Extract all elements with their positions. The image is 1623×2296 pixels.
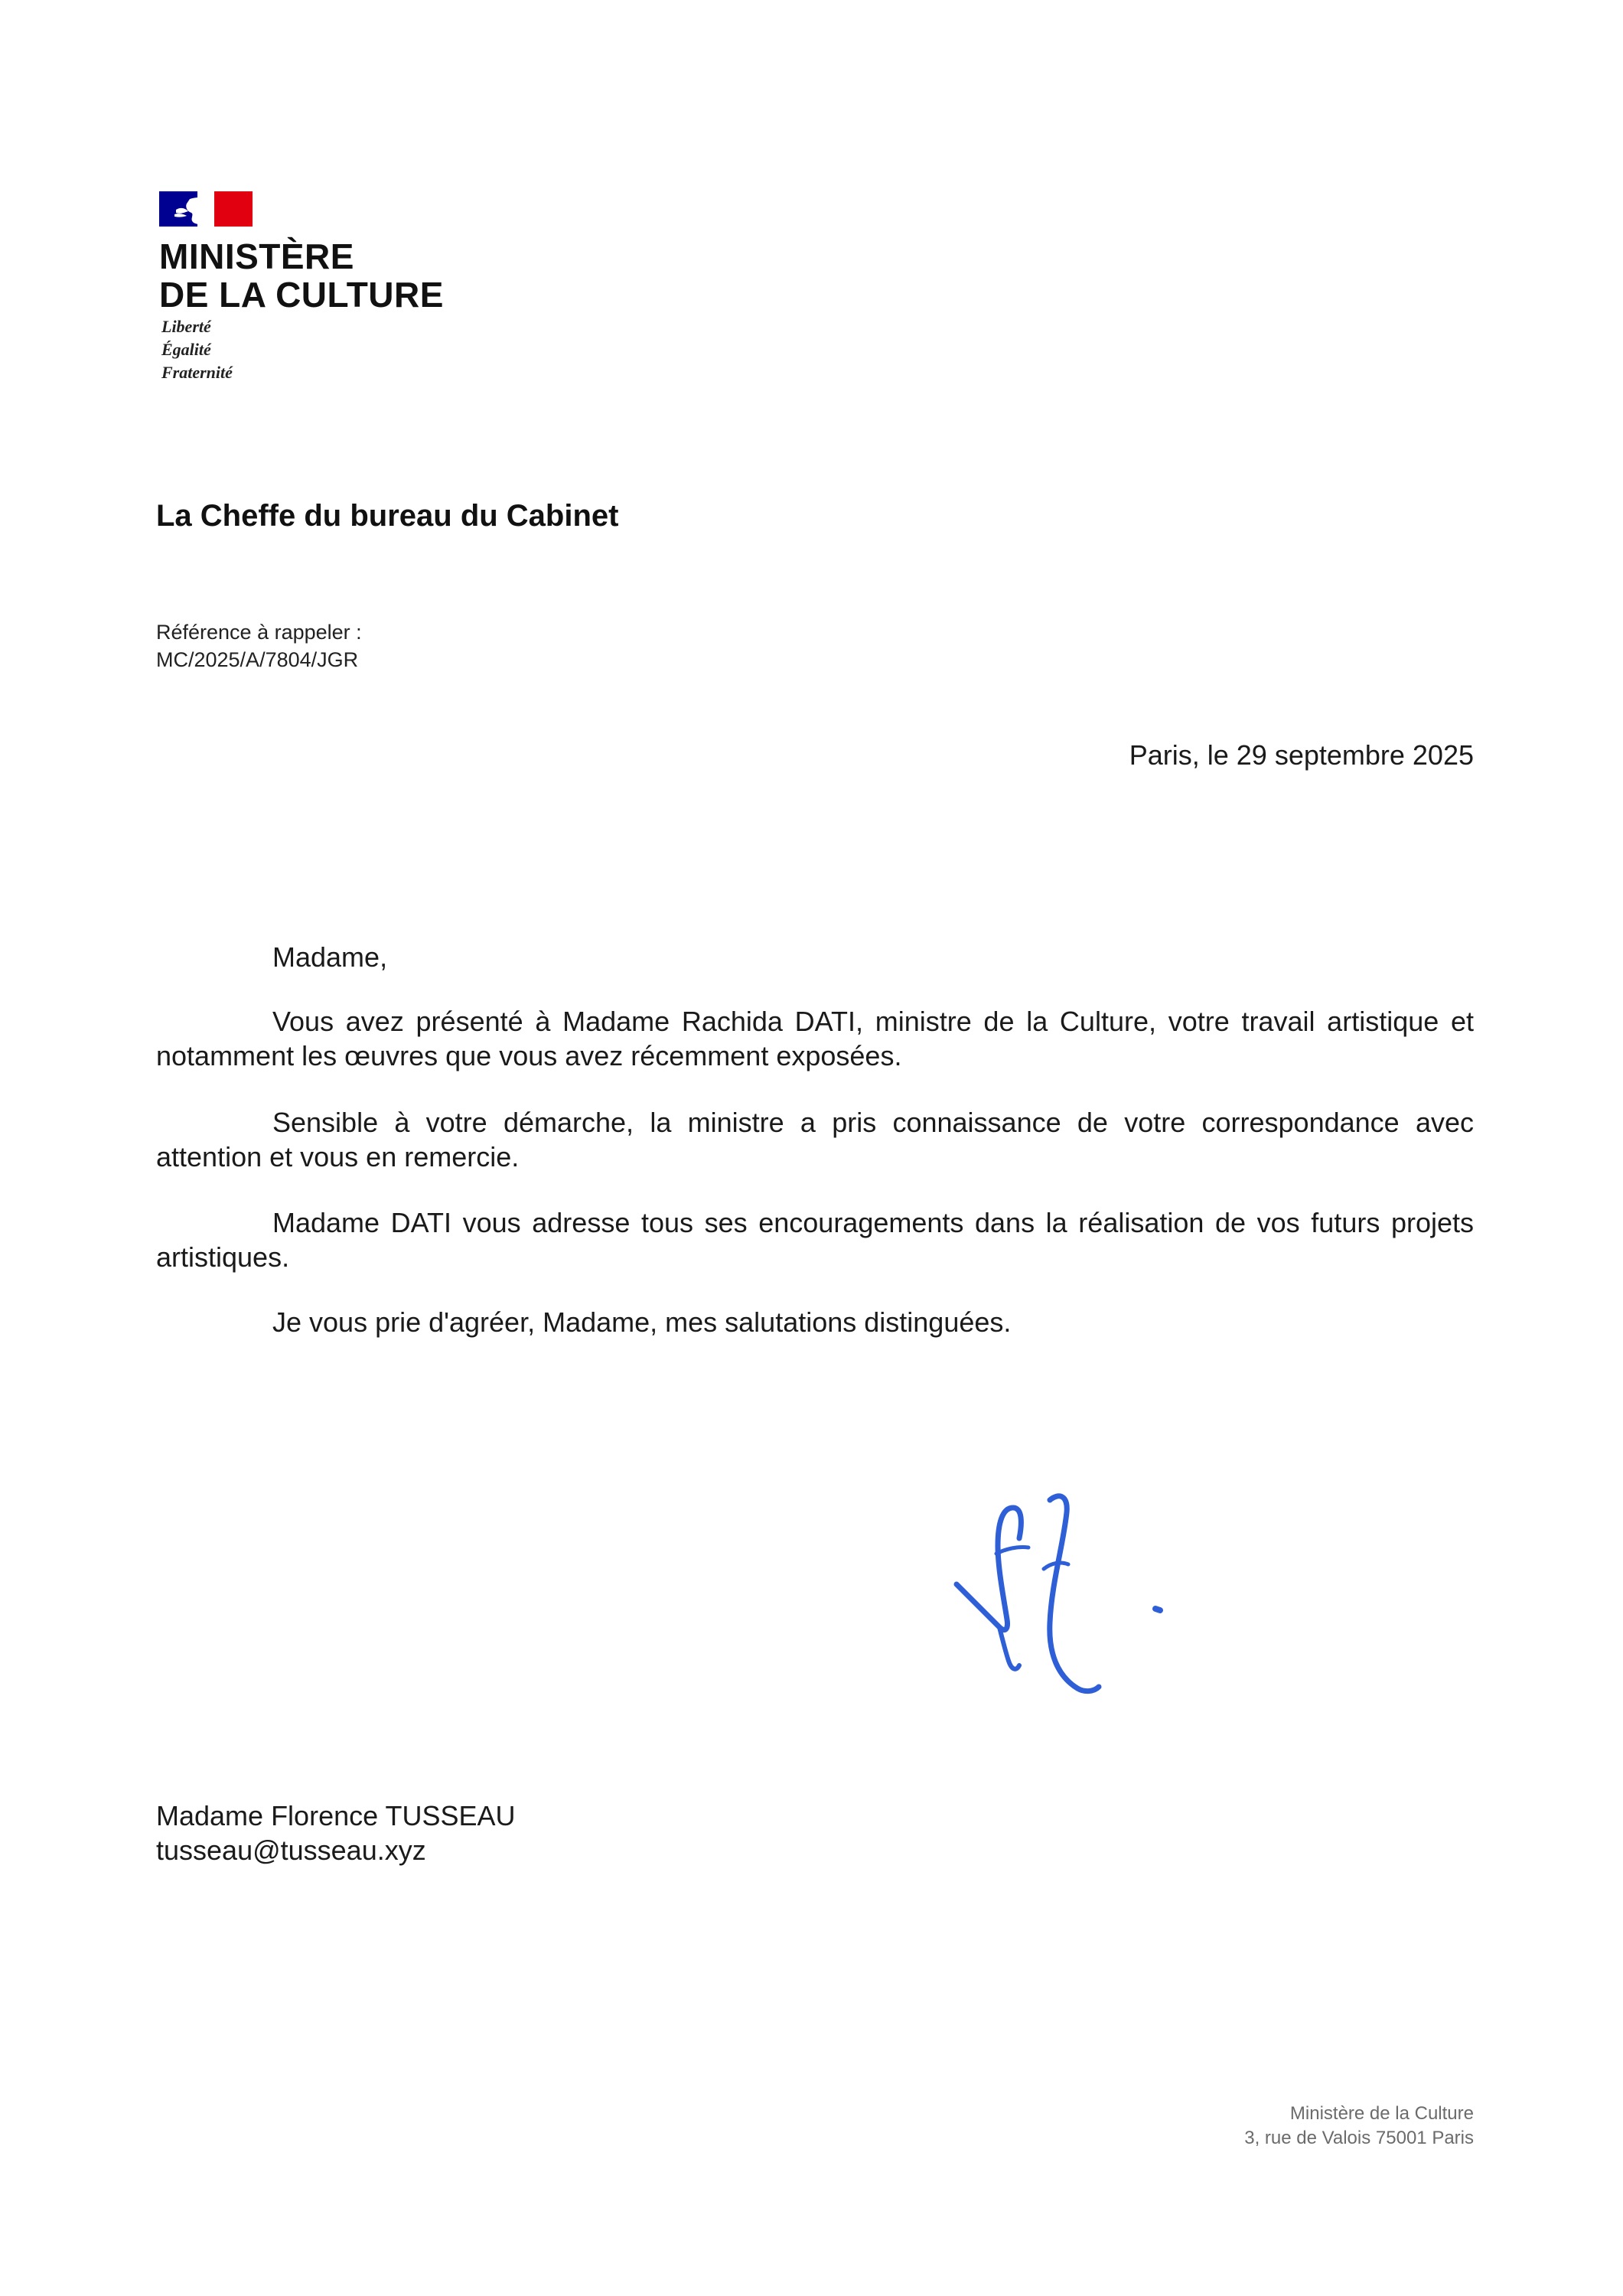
- reference-value: MC/2025/A/7804/JGR: [156, 648, 359, 671]
- recipient-name: Madame Florence TUSSEAU: [156, 1800, 516, 1831]
- footer-line2: 3, rue de Valois 75001 Paris: [1244, 2128, 1474, 2148]
- ministry-logo-name: [159, 237, 444, 314]
- sender-title: La Cheffe du bureau du Cabinet: [156, 499, 619, 533]
- handwritten-signature: [949, 1469, 1194, 1714]
- recipient-email: tusseau@tusseau.xyz: [156, 1835, 426, 1866]
- recipient-block: [156, 1799, 516, 1867]
- date-line: Paris, le 29 septembre 2025: [1129, 739, 1474, 771]
- motto-egalite: Égalité: [161, 340, 211, 359]
- logo-name-line2: DE LA CULTURE: [159, 275, 444, 315]
- reference-label: Référence à rappeler :: [156, 621, 362, 644]
- republique-francaise-flag-logo: [159, 191, 253, 227]
- logo-name-line1: MINISTÈRE: [159, 236, 354, 276]
- footer-address: [1244, 2102, 1474, 2151]
- motto-liberte: Liberté: [161, 317, 211, 336]
- footer-line1: Ministère de la Culture: [1289, 2103, 1474, 2124]
- salutation: Madame,: [272, 941, 388, 973]
- reference-block: [156, 618, 362, 673]
- body-paragraph-2: Sensible à votre démarche, la ministre a pris connaissance de votre correspondance avec attention et vous en remercie.: [156, 1107, 1474, 1172]
- closing-formula: Je vous prie d'agréer, Madame, mes salutations distinguées.: [272, 1306, 1012, 1338]
- body-paragraph-3: Madame DATI vous adresse tous ses encouragements dans la réalisation de vos futurs projets artistiques.: [156, 1207, 1474, 1273]
- motto-fraternite: Fraternité: [161, 363, 233, 382]
- body-paragraph-1: Vous avez présenté à Madame Rachida DATI, ministre de la Culture, votre travail artistique et notamment les œuvres que vous avez récemment exposées.: [156, 1006, 1474, 1071]
- republic-motto: [161, 315, 233, 384]
